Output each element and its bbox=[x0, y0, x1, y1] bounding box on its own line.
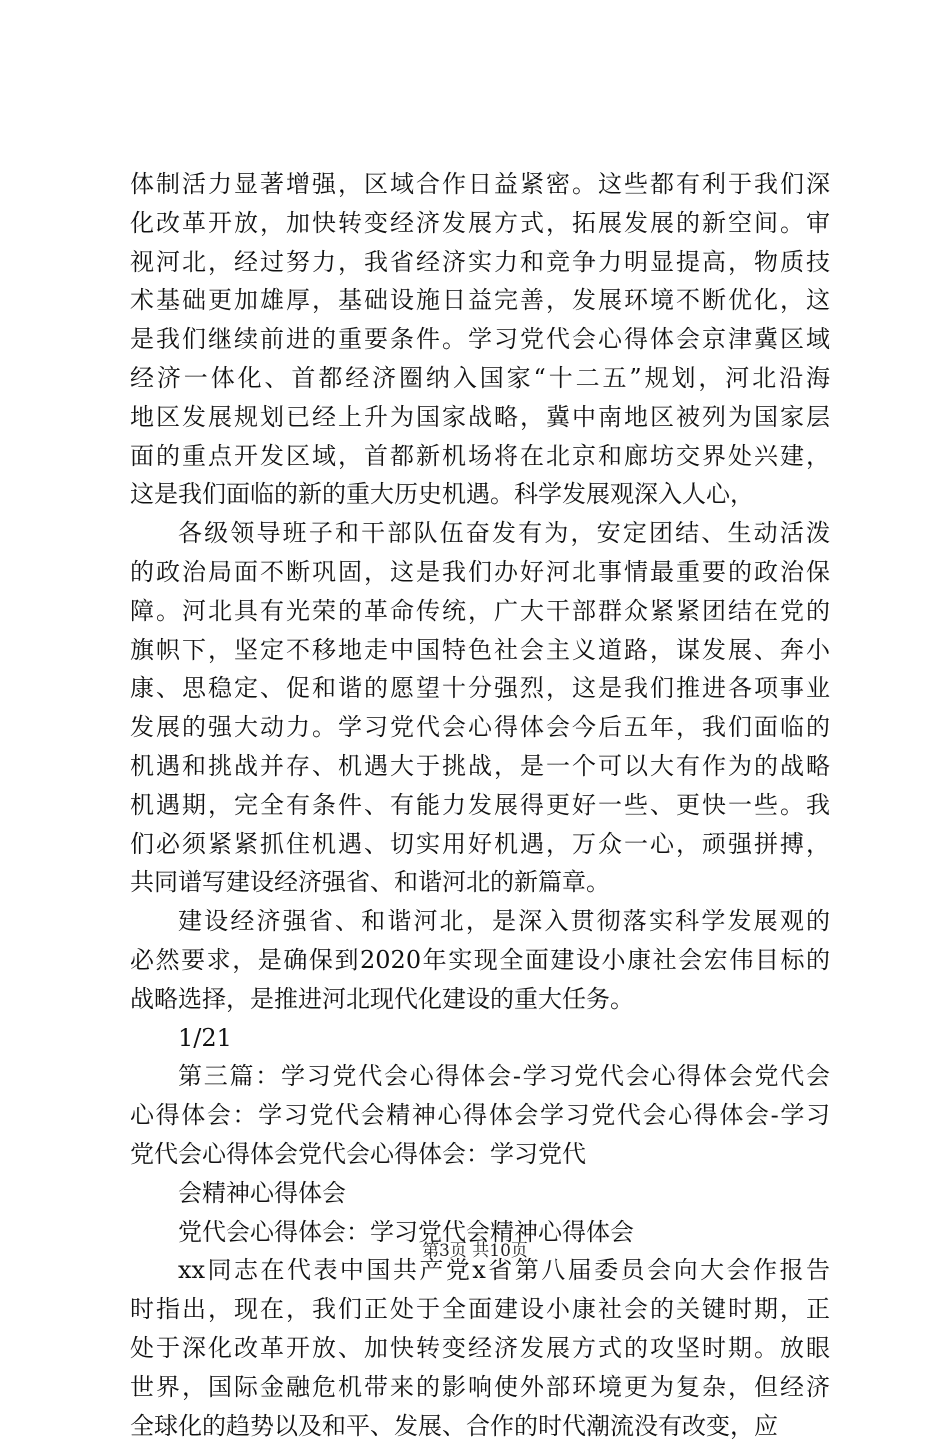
text-line: 战略选择，是推进河北现代化建设的重大任务。 bbox=[130, 980, 830, 1019]
paragraph bbox=[130, 902, 830, 1018]
text-line: 必然要求，是确保到2020年实现全面建设小康社会宏伟目标的 bbox=[130, 941, 830, 980]
text-line: 化改革开放，加快转变经济发展方式，拓展发展的新空间。审 bbox=[130, 204, 830, 243]
text-line: 世界，国际金融危机带来的影响使外部环境更为复杂，但经济 bbox=[130, 1368, 830, 1407]
text-line: 经济一体化、首都经济圈纳入国家“十二五”规划，河北沿海 bbox=[130, 359, 830, 398]
text-line: 面的重点开发区域，首都新机场将在北京和廊坊交界处兴建， bbox=[130, 437, 830, 476]
text-line: 党代会心得体会党代会心得体会：学习党代 bbox=[130, 1135, 830, 1174]
text-line: 各级领导班子和干部队伍奋发有为，安定团结、生动活泼 bbox=[130, 514, 830, 553]
text-line: 体制活力显著增强，区域合作日益紧密。这些都有利于我们深 bbox=[130, 165, 830, 204]
text-line: 党代会心得体会：学习党代会精神心得体会 bbox=[130, 1213, 830, 1252]
text-line: 会精神心得体会 bbox=[130, 1174, 830, 1213]
text-line: 第三篇：学习党代会心得体会-学习党代会心得体会党代会 bbox=[130, 1057, 830, 1096]
paragraph bbox=[130, 1251, 830, 1445]
text-line: xx同志在代表中国共产党x省第八届委员会向大会作报告 bbox=[130, 1251, 830, 1290]
text-line: 机遇期，完全有条件、有能力发展得更好一些、更快一些。我 bbox=[130, 786, 830, 825]
text-line: 发展的强大动力。学习党代会心得体会今后五年，我们面临的 bbox=[130, 708, 830, 747]
text-line: 康、思稳定、促和谐的愿望十分强烈，这是我们推进各项事业 bbox=[130, 669, 830, 708]
text-line: 视河北，经过努力，我省经济实力和竞争力明显提高，物质技 bbox=[130, 243, 830, 282]
text-line: 处于深化改革开放、加快转变经济发展方式的攻坚时期。放眼 bbox=[130, 1329, 830, 1368]
text-line: 心得体会：学习党代会精神心得体会学习党代会心得体会-学习 bbox=[130, 1096, 830, 1135]
text-line: 建设经济强省、和谐河北，是深入贯彻落实科学发展观的 bbox=[130, 902, 830, 941]
text-line: 障。河北具有光荣的革命传统，广大干部群众紧紧团结在党的 bbox=[130, 592, 830, 631]
text-line: 机遇和挑战并存、机遇大于挑战，是一个可以大有作为的战略 bbox=[130, 747, 830, 786]
text-line: 共同谱写建设经济强省、和谐河北的新篇章。 bbox=[130, 863, 830, 902]
paragraph bbox=[130, 165, 830, 514]
text-line: 旗帜下，坚定不移地走中国特色社会主义道路，谋发展、奔小 bbox=[130, 631, 830, 670]
text-line: 这是我们面临的新的重大历史机遇。科学发展观深入人心， bbox=[130, 475, 830, 514]
text-line: 术基础更加雄厚，基础设施日益完善，发展环境不断优化，这 bbox=[130, 281, 830, 320]
paragraph bbox=[130, 1057, 830, 1173]
paragraph bbox=[130, 1019, 830, 1058]
text-line: 们必须紧紧抓住机遇、切实用好机遇，万众一心，顽强拼搏， bbox=[130, 825, 830, 864]
paragraph bbox=[130, 514, 830, 902]
page-footer: 第3页 共10页 bbox=[0, 1240, 950, 1262]
text-line: 全球化的趋势以及和平、发展、合作的时代潮流没有改变，应 bbox=[130, 1407, 830, 1445]
text-line: 地区发展规划已经上升为国家战略，冀中南地区被列为国家层 bbox=[130, 398, 830, 437]
text-line: 是我们继续前进的重要条件。学习党代会心得体会京津冀区域 bbox=[130, 320, 830, 359]
text-line: 时指出，现在，我们正处于全面建设小康社会的关键时期，正 bbox=[130, 1290, 830, 1329]
paragraph bbox=[130, 1174, 830, 1213]
text-line: 1/21 bbox=[130, 1019, 830, 1058]
text-line: 的政治局面不断巩固，这是我们办好河北事情最重要的政治保 bbox=[130, 553, 830, 592]
